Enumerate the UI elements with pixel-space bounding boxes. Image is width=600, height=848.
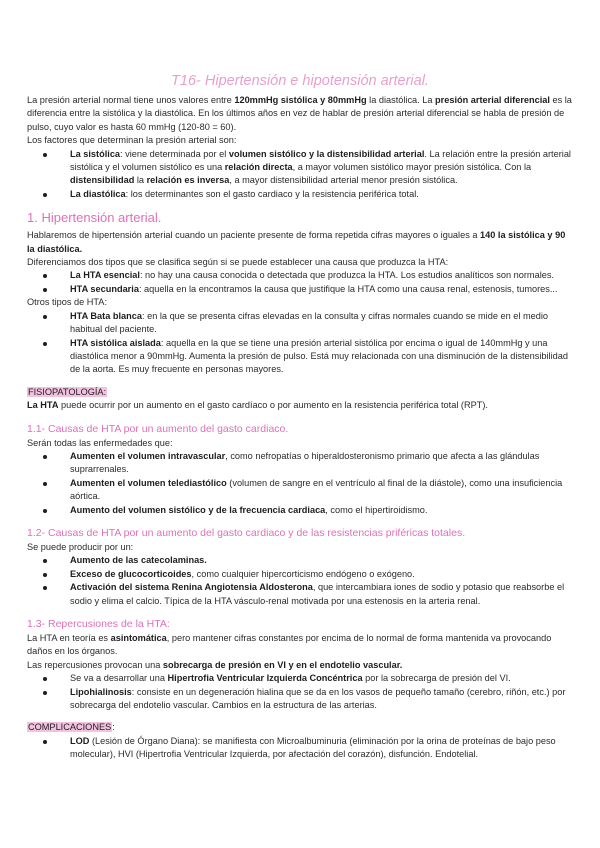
text: por la sobrecarga de presión del VI.	[362, 673, 511, 684]
fisiopatologia-label-row	[27, 386, 573, 399]
intro-bold-2: presión arterial diferencial	[435, 95, 550, 105]
s12-intro: Se puede producir por un:	[27, 541, 134, 552]
bold-term: La HTA	[27, 400, 59, 411]
list-item	[27, 581, 573, 608]
text: : los determinantes son el gasto cardiaco y la resistencia periférica total.	[125, 188, 419, 199]
section-heading-1: 1. Hipertensión arterial.	[27, 210, 162, 226]
s13-paragraph-1	[27, 632, 573, 659]
complicaciones-list	[27, 735, 573, 762]
s1-paragraph-3: Otros tipos de HTA:	[27, 297, 107, 308]
text: , como nefropatías o hiperaldosteronismo primario que afecta a las glándulas suprarrenales.	[70, 450, 540, 475]
bold-term: Hipertrofia Ventricular Izquierda Concéntrica	[167, 673, 363, 684]
bold-term: Lipohialinosis	[70, 686, 132, 697]
bold-term: Aumento de las catecolaminas.	[70, 555, 207, 566]
list-item	[27, 735, 573, 762]
bold-term: volumen sistólico y la distensibilidad arterial	[228, 148, 425, 159]
list-item	[27, 554, 573, 567]
complicaciones-label: COMPLICACIONES	[28, 722, 112, 733]
text: La HTA en teoría es	[27, 633, 111, 643]
text: Las repercusiones provocan una	[27, 659, 163, 670]
list-item	[27, 283, 573, 296]
bold-term: Exceso de glucocorticoides	[70, 568, 192, 579]
intro-text-2: la diastólica. La	[366, 95, 436, 105]
bold-term: 140 la sistólica y 90 la diastólica.	[27, 230, 566, 254]
bold-term: Aumenten el volumen telediastólico	[70, 477, 227, 488]
text: Hablaremos de hipertensión arterial cuando un paciente presente de forma repetida cifras mayores o iguales a	[27, 230, 481, 241]
intro-text-1: La presión arterial normal tiene unos valores entre	[27, 95, 235, 105]
document-title: T16- Hipertensión e hipotensión arterial.	[171, 73, 429, 89]
bold-term: HTA secundaria	[70, 283, 139, 294]
bold-term: asintomática	[110, 633, 167, 643]
text: , pero mantener cifras constantes por encima de lo normal de forma mantenida va provocando daños en los órganos.	[27, 633, 552, 657]
bold-term: LOD	[70, 735, 90, 746]
bold-term: Aumento del volumen sistólico y de la frecuencia cardiaca	[70, 504, 326, 515]
text: la	[134, 175, 147, 186]
text: , como cualquier hipercorticismo endógeno o exógeno.	[191, 568, 415, 579]
text: (Lesión de Órgano Diana): se manifiesta con Microalbuminuria (eliminación por la orina de proteínas de bajo peso molecular), HVI (Hipertrofia Ventricular Izquierda, por afectación del corazón), disfunción. Endotelial.	[70, 735, 556, 760]
list-item	[27, 672, 573, 685]
text: , que intercambiara iones de sodio y potasio que reabsorbe el sodio y elima el calcio. Típica de la HTA vásculo-renal motivada por una estenosis en la arteria renal.	[70, 582, 565, 606]
intro-paragraph	[27, 94, 573, 134]
bold-term: La diastólica	[70, 188, 126, 199]
hta-types-list	[27, 269, 573, 296]
bold-term: relación es inversa	[146, 175, 230, 186]
text: , a mayor distensibilidad arterial menor presión sistólica.	[229, 175, 458, 186]
text: (volumen de sangre en el ventrículo al final de la diástole), como una insuficiencia aórtica.	[70, 477, 563, 502]
s1-paragraph-1	[27, 229, 573, 256]
list-item	[27, 504, 573, 517]
list-item	[27, 337, 573, 377]
text: :	[112, 722, 115, 733]
intro-bold-1: 120mmHg sistólica y 80mmHg	[234, 95, 367, 105]
s12-list	[27, 554, 573, 608]
s11-list	[27, 450, 573, 517]
bold-term: Activación del sistema Renina Angiotensia Aldosterona	[70, 582, 313, 593]
section-heading-1-1: 1.1- Causas de HTA por un aumento del gasto cardiaco.	[27, 422, 289, 435]
text: : viene determinada por el	[120, 148, 229, 159]
section-heading-1-2: 1.2- Causas de HTA por un aumento del gasto cardiaco y de las resistencias priféricas totales.	[27, 526, 466, 539]
text: puede ocurrir por un aumento en el gasto cardíaco o por aumento en la resistencia periférica total (RPT).	[58, 400, 488, 411]
text: : en la que se presenta cifras elevadas en la consulta y cifras normales cuando se mide en el medio habitual del paciente.	[70, 310, 548, 335]
bold-term: La HTA esencial	[70, 270, 140, 281]
bold-term: La sistólica	[70, 148, 121, 159]
text: : consiste en un degeneración hialina que se da en los vasos de pequeño tamaño (cerebro, riñón, etc.) por sobrecarga del endotelio vascular. Cambios en la estructura de las arterias.	[70, 686, 566, 711]
s1-paragraph-2: Diferenciamos dos tipos que se clasifica según si se puede establecer una causa que produzca la HTA:	[27, 257, 449, 268]
text: : aquella en la encontramos la causa que justifique la HTA como una causa renal, estenosis, tumores...	[138, 283, 558, 294]
s11-intro: Serán todas las enfermedades que:	[27, 437, 173, 448]
bold-term: HTA Bata blanca	[70, 310, 142, 321]
text: : no hay una causa conocida o detectada que produzca la HTA. Los estudios analíticos son normales.	[139, 270, 554, 281]
bold-term: sobrecarga de presión en VI y en el endotelio vascular.	[162, 659, 403, 670]
hta-other-types-list	[27, 310, 573, 377]
s13-list	[27, 672, 573, 712]
list-item	[27, 269, 573, 282]
factors-list	[27, 148, 573, 202]
list-item	[27, 686, 573, 713]
text: , como el hipertiroidismo.	[325, 504, 428, 515]
text: : aquella en la que se tiene una presión arterial sistólica por encima o igual de 140mmHg y una diastólica menor a 90mmHg. Aumenta la presión de pulso. Está muy relacionada con una disminución de la distensibilidad de la aorta. Es muy frecuente en personas mayores.	[70, 337, 568, 375]
fisiopatologia-paragraph	[27, 399, 573, 412]
intro-text-3: es la diferencia entre la sistólica y la diastólica. En los últimos años en vez de hablar de presión arterial diferencial se habla de presión de pulso, cuyo valor es hasta 60 mmHg (120-80 = 60).	[27, 95, 572, 132]
section-heading-1-3: 1.3- Repercusiones de la HTA:	[27, 618, 170, 630]
list-item	[27, 450, 573, 477]
list-item	[27, 188, 573, 201]
factors-intro: Los factores que determinan la presión arterial son:	[27, 135, 237, 146]
text: , a mayor volumen sistólico mayor presión sistólica. Con la	[292, 162, 532, 173]
bold-term: relación directa	[224, 162, 293, 173]
s13-paragraph-2	[27, 659, 573, 672]
list-item	[27, 568, 573, 581]
bold-term: Aumenten el volumen intravascular	[70, 450, 226, 461]
list-item	[27, 477, 573, 504]
text: Se va a desarrollar una	[70, 673, 168, 684]
fisiopatologia-label: FISIOPATOLOGÍA:	[28, 386, 107, 397]
bold-term: distensibilidad	[70, 175, 135, 186]
text: . La relación entre la presión arterial sistólica y el volumen sistólico es una	[70, 148, 571, 173]
list-item	[27, 148, 573, 188]
list-item	[27, 310, 573, 337]
complicaciones-label-row	[27, 721, 573, 734]
bold-term: HTA sistólica aislada	[70, 337, 161, 348]
